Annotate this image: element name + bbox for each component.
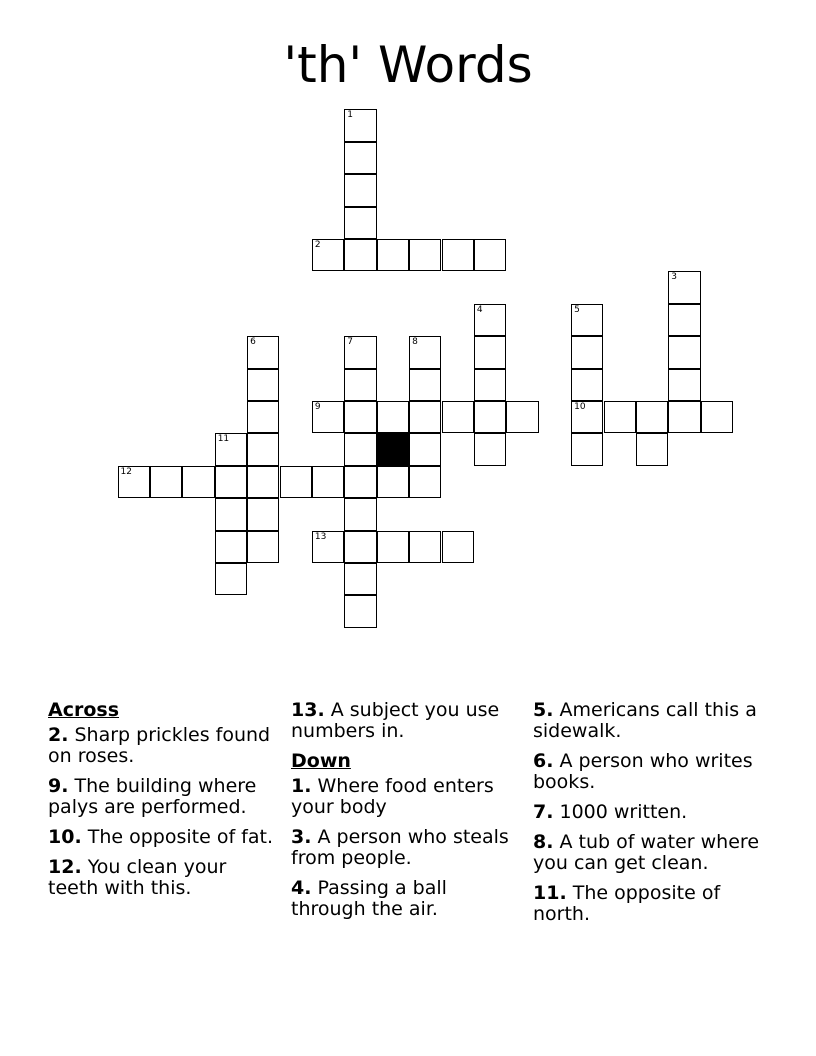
grid-cell[interactable] (344, 563, 376, 595)
clue-number-label: 6. (533, 750, 554, 772)
grid-cell[interactable] (344, 336, 376, 368)
grid-cell[interactable] (118, 466, 150, 498)
grid-cell[interactable] (668, 271, 700, 303)
grid-cell[interactable] (344, 207, 376, 239)
clue (48, 827, 280, 848)
clue (291, 776, 523, 818)
clue-number-label: 12. (48, 856, 82, 878)
clue-number: 8 (412, 337, 418, 348)
clue-number-label: 11. (533, 882, 567, 904)
down-heading: Down (291, 750, 351, 772)
clue-number-label: 2. (48, 724, 69, 746)
clue (533, 883, 765, 925)
grid-cell[interactable] (571, 304, 603, 336)
grid-cell[interactable] (377, 239, 409, 271)
clue-text: Americans call this a sidewalk. (533, 699, 757, 742)
clue-number-label: 9. (48, 775, 69, 797)
grid-cell[interactable] (344, 466, 376, 498)
grid-cell[interactable] (182, 466, 214, 498)
grid-cell[interactable] (571, 336, 603, 368)
grid-cell[interactable] (280, 466, 312, 498)
clue-number-label: 10. (48, 826, 82, 848)
clue (291, 700, 523, 742)
clue-text: You clean your teeth with this. (48, 856, 227, 899)
grid-cell[interactable] (344, 239, 376, 271)
clue-text: Where food enters your body (291, 775, 494, 818)
grid-cell[interactable] (409, 531, 441, 563)
grid-cell[interactable] (474, 304, 506, 336)
grid-cell[interactable] (344, 401, 376, 433)
grid-cell[interactable] (247, 531, 279, 563)
clue-number-label: 3. (291, 826, 312, 848)
clue (533, 751, 765, 793)
black-cell (377, 433, 409, 465)
grid-cell[interactable] (344, 531, 376, 563)
grid-cell[interactable] (312, 401, 344, 433)
clue (291, 878, 523, 920)
grid-cell[interactable] (215, 466, 247, 498)
grid-cell[interactable] (474, 239, 506, 271)
clue-column-1 (48, 700, 280, 908)
grid-cell[interactable] (442, 239, 474, 271)
clue (48, 725, 280, 767)
clue-text: A person who writes books. (533, 750, 753, 793)
clue-text: A tub of water where you can get clean. (533, 831, 760, 874)
clue (48, 857, 280, 899)
clue-text: The building where palys are performed. (48, 775, 257, 818)
clue-number: 1 (347, 110, 354, 121)
grid-cell[interactable] (312, 239, 344, 271)
grid-cell[interactable] (571, 369, 603, 401)
grid-cell[interactable] (344, 142, 376, 174)
clue (533, 802, 765, 823)
clue-text: Sharp prickles found on roses. (48, 724, 271, 767)
grid-cell[interactable] (442, 531, 474, 563)
grid-cell[interactable] (668, 369, 700, 401)
clue-number: 12 (120, 466, 132, 477)
grid-cell[interactable] (604, 401, 636, 433)
clue-number: 5 (574, 304, 580, 315)
clue-number: 13 (314, 531, 327, 542)
grid-cell[interactable] (215, 498, 247, 530)
grid-cell[interactable] (247, 466, 279, 498)
clue-column-2 (291, 700, 523, 929)
grid-cell[interactable] (442, 401, 474, 433)
grid-cell[interactable] (636, 401, 668, 433)
grid-cell[interactable] (409, 401, 441, 433)
clue-number-label: 1. (291, 775, 312, 797)
clue-number-label: 8. (533, 831, 554, 853)
clue-text: The opposite of fat. (81, 826, 273, 848)
grid-cell[interactable] (377, 401, 409, 433)
grid-cell[interactable] (247, 336, 279, 368)
grid-cell[interactable] (409, 239, 441, 271)
grid-cell[interactable] (668, 336, 700, 368)
clue-number: 3 (671, 272, 678, 283)
clue-number-label: 7. (533, 801, 554, 823)
clue-text: A subject you use numbers in. (291, 699, 500, 742)
clue-number: 2 (314, 240, 321, 250)
clue-text: The opposite of north. (533, 882, 721, 925)
grid-cell[interactable] (344, 369, 376, 401)
grid-cell[interactable] (215, 563, 247, 595)
grid-cell[interactable] (312, 466, 344, 498)
grid-cell[interactable] (474, 336, 506, 368)
grid-cell[interactable] (344, 174, 376, 206)
clue-column-3 (533, 700, 765, 934)
grid-cell[interactable] (247, 433, 279, 465)
grid-cell[interactable] (409, 433, 441, 465)
grid-cell[interactable] (571, 433, 603, 465)
grid-cell[interactable] (377, 531, 409, 563)
grid-cell[interactable] (344, 109, 376, 141)
grid-cell[interactable] (571, 401, 603, 433)
clue (533, 832, 765, 874)
grid-cell[interactable] (474, 433, 506, 465)
clue (291, 827, 523, 869)
puzzle-title: 'th' Words (283, 36, 533, 94)
grid-cell[interactable] (668, 401, 700, 433)
grid-cell[interactable] (150, 466, 182, 498)
clue-text: Passing a ball through the air. (291, 877, 447, 920)
grid-cell[interactable] (506, 401, 538, 433)
clue (48, 776, 280, 818)
grid-cell[interactable] (215, 531, 247, 563)
grid-cell[interactable] (344, 433, 376, 465)
clue-number: 7 (347, 337, 354, 348)
clue-number: 9 (314, 402, 321, 412)
grid-cell[interactable] (668, 304, 700, 336)
clue-number: 6 (250, 337, 256, 348)
grid-cell[interactable] (701, 401, 733, 433)
grid-cell[interactable] (344, 595, 376, 627)
grid-cell[interactable] (474, 401, 506, 433)
grid-cell[interactable] (312, 531, 344, 563)
grid-cell[interactable] (409, 466, 441, 498)
grid-cell[interactable] (474, 369, 506, 401)
grid-cell[interactable] (636, 433, 668, 465)
clue-text: A person who steals from people. (291, 826, 509, 869)
grid-cell[interactable] (409, 369, 441, 401)
clue-number: 4 (476, 304, 483, 315)
clue (533, 700, 765, 742)
clue-number-label: 5. (533, 699, 554, 721)
clue-number-label: 13. (291, 699, 325, 721)
across-heading: Across (48, 699, 120, 721)
grid-cell[interactable] (377, 466, 409, 498)
grid-cell[interactable] (247, 369, 279, 401)
clue-number: 11 (217, 434, 230, 445)
grid-cell[interactable] (247, 401, 279, 433)
grid-cell[interactable] (409, 336, 441, 368)
clue-number-label: 4. (291, 877, 312, 899)
grid-cell[interactable] (344, 498, 376, 530)
clue-number: 10 (574, 402, 586, 412)
grid-cell[interactable] (215, 433, 247, 465)
grid-cell[interactable] (247, 498, 279, 530)
clue-text: 1000 written. (553, 801, 688, 823)
